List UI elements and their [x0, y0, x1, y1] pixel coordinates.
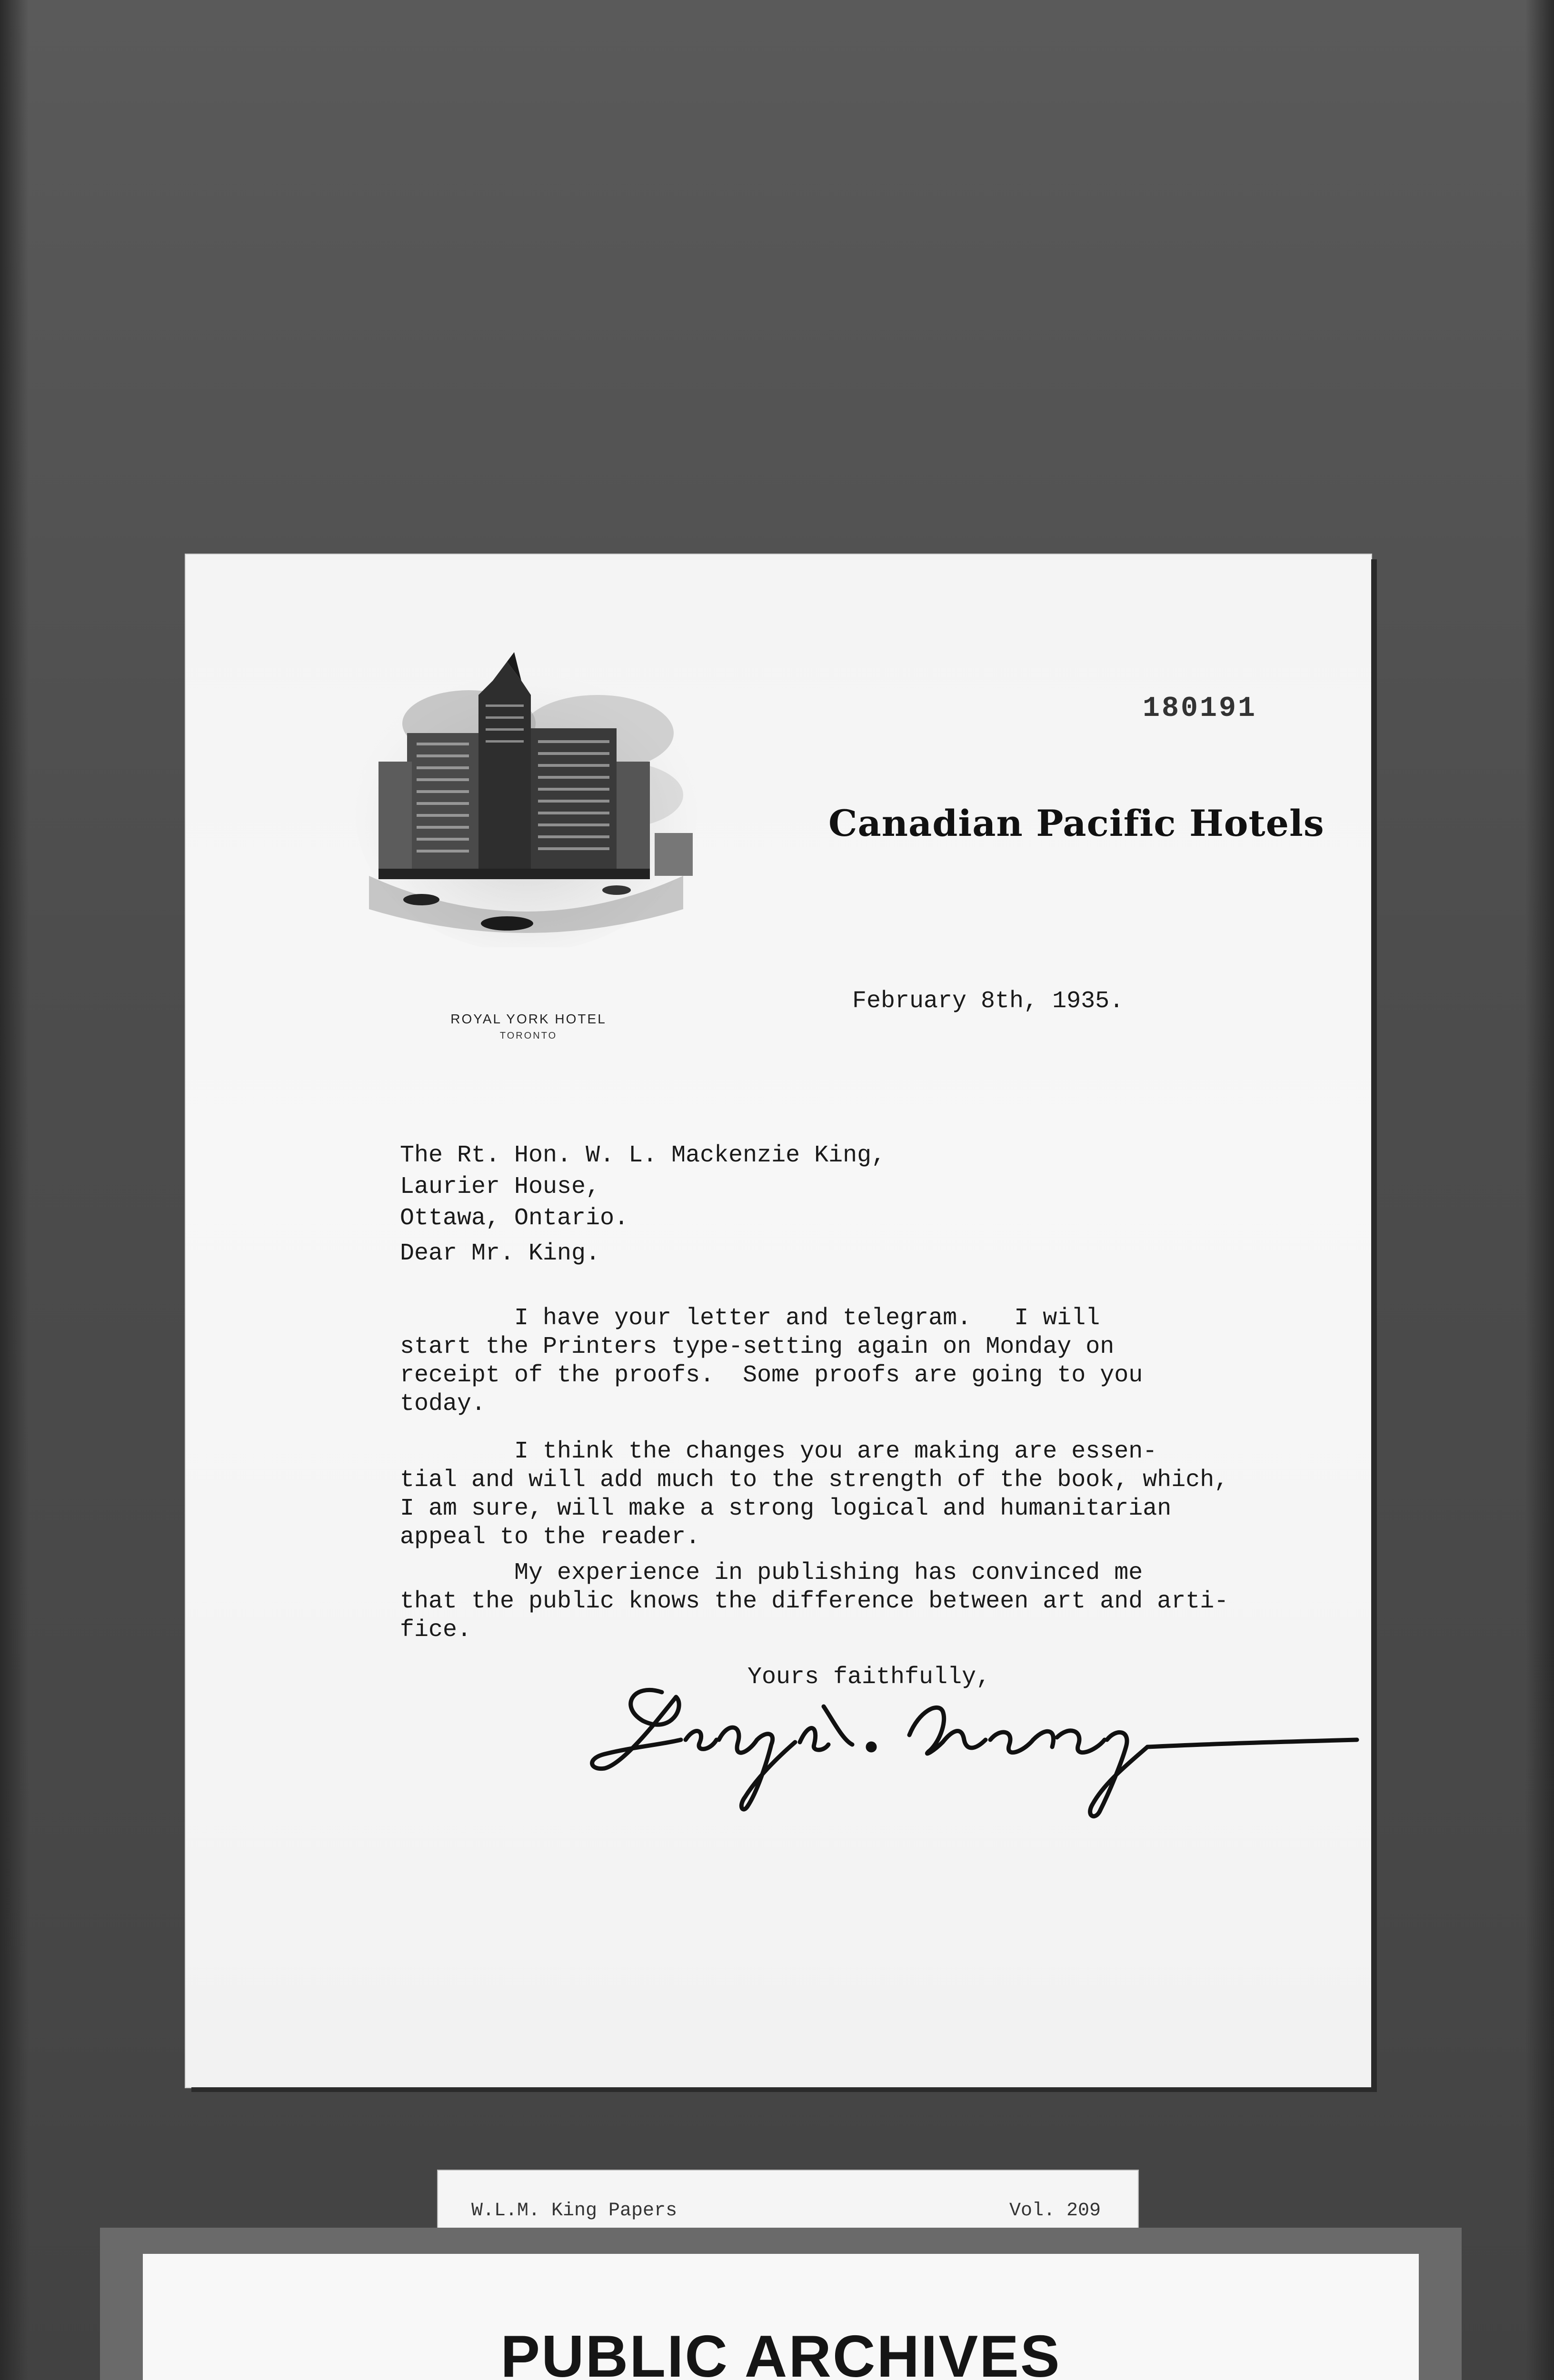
body-line: fice. — [400, 1616, 472, 1644]
body-paragraph-2 — [400, 1438, 1285, 1552]
body-line: I am sure, will make a strong logical and humanitarian — [400, 1495, 1172, 1522]
archives-title-english: PUBLIC ARCHIVES — [500, 2324, 1061, 2380]
letter-date: February 8th, 1935. — [852, 988, 1124, 1015]
backdrop-edge-left — [0, 0, 29, 2380]
body-paragraph-3 — [400, 1559, 1285, 1645]
archives-card — [143, 2254, 1419, 2380]
hotel-city-caption: TORONTO — [499, 1031, 558, 1041]
company-name: Canadian Pacific Hotels — [828, 802, 1325, 844]
body-line: start the Printers type-setting again on Monday on — [400, 1333, 1115, 1360]
body-line: tial and will add much to the strength of the book, which, — [400, 1467, 1229, 1494]
body-line: appeal to the reader. — [400, 1524, 700, 1551]
file-number: 180191 — [1143, 693, 1257, 725]
recipient-line: The Rt. Hon. W. L. Mackenzie King, — [400, 1142, 886, 1169]
backdrop-edge-right — [1525, 0, 1554, 2380]
body-paragraph-1 — [400, 1304, 1285, 1418]
body-line: today. — [400, 1390, 486, 1418]
hotel-building-engraving — [350, 652, 702, 947]
body-line: that the public knows the difference between art and arti- — [400, 1588, 1229, 1615]
body-line: receipt of the proofs. Some proofs are going to you — [400, 1362, 1143, 1389]
body-line: I have your letter and telegram. I will — [400, 1305, 1100, 1332]
closing: Yours faithfully, — [747, 1664, 991, 1691]
body-line: My experience in publishing has convinced me — [400, 1559, 1143, 1587]
hotel-name-caption: ROYAL YORK HOTEL — [450, 1012, 607, 1026]
volume-number: Vol. 209 — [1009, 2200, 1101, 2221]
collection-name: W.L.M. King Papers — [471, 2200, 677, 2221]
handwritten-signature — [576, 1649, 1366, 1840]
recipient-line: Laurier House, — [400, 1173, 600, 1200]
recipient-line: Ottawa, Ontario. — [400, 1205, 629, 1232]
body-line: I think the changes you are making are essen- — [400, 1438, 1157, 1465]
letter-sheet — [186, 555, 1371, 2087]
recipient-address — [400, 1140, 886, 1234]
salutation: Dear Mr. King. — [400, 1240, 600, 1267]
